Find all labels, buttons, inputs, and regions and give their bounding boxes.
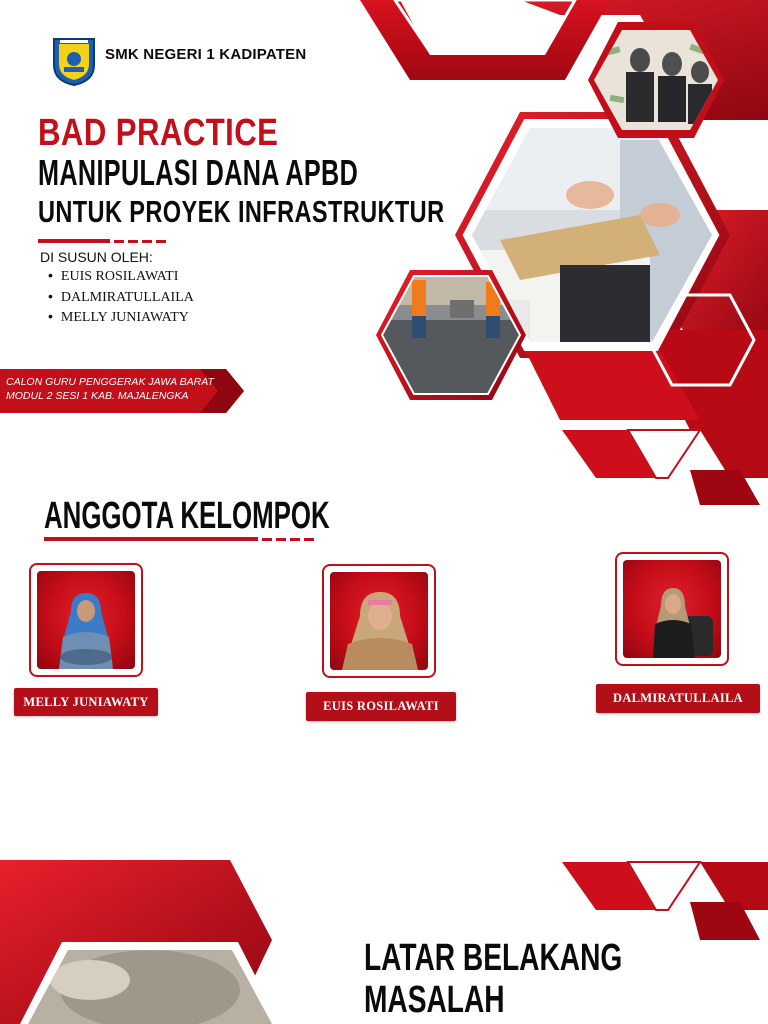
member-photo bbox=[623, 560, 721, 658]
background-section-title bbox=[364, 937, 622, 1021]
banner-line-2: MODUL 2 SESI 1 KAB. MAJALENGKA bbox=[6, 390, 189, 402]
school-crest-icon bbox=[50, 35, 98, 87]
member-photo bbox=[37, 571, 135, 669]
member-photo-card bbox=[29, 563, 143, 677]
banner-line-1: CALON GURU PENGGERAK JAWA BARAT bbox=[6, 376, 214, 388]
title-line-3: UNTUK PROYEK INFRASTRUKTUR bbox=[38, 194, 445, 229]
author-item: • MELLY JUNIAWATY bbox=[48, 307, 194, 328]
background-title-line-2: MASALAH bbox=[364, 979, 505, 1021]
author-item: • EUIS ROSILAWATI bbox=[48, 266, 194, 287]
member-photo-card bbox=[322, 564, 436, 678]
title-divider bbox=[38, 239, 168, 243]
members-title-divider bbox=[44, 537, 314, 541]
member-name-tag: DALMIRATULLAILA bbox=[596, 684, 760, 713]
members-section-title: ANGGOTA KELOMPOK bbox=[44, 495, 330, 537]
member-photo-card bbox=[615, 552, 729, 666]
program-banner-text bbox=[6, 375, 214, 403]
school-logo bbox=[50, 35, 98, 87]
compiled-by-label: DI SUSUN OLEH: bbox=[40, 249, 153, 265]
author-item: • DALMIRATULLAILA bbox=[48, 287, 194, 308]
member-photo bbox=[330, 572, 428, 670]
school-name: SMK NEGERI 1 KADIPATEN bbox=[105, 46, 307, 63]
member-name-tag: EUIS ROSILAWATI bbox=[306, 692, 456, 721]
member-name-tag: MELLY JUNIAWATY bbox=[14, 688, 158, 716]
title-line-2: MANIPULASI DANA APBD bbox=[38, 152, 359, 193]
author-list bbox=[48, 266, 194, 328]
background-title-line-1: LATAR BELAKANG bbox=[364, 937, 623, 979]
title-bad-practice: BAD PRACTICE bbox=[38, 112, 279, 154]
